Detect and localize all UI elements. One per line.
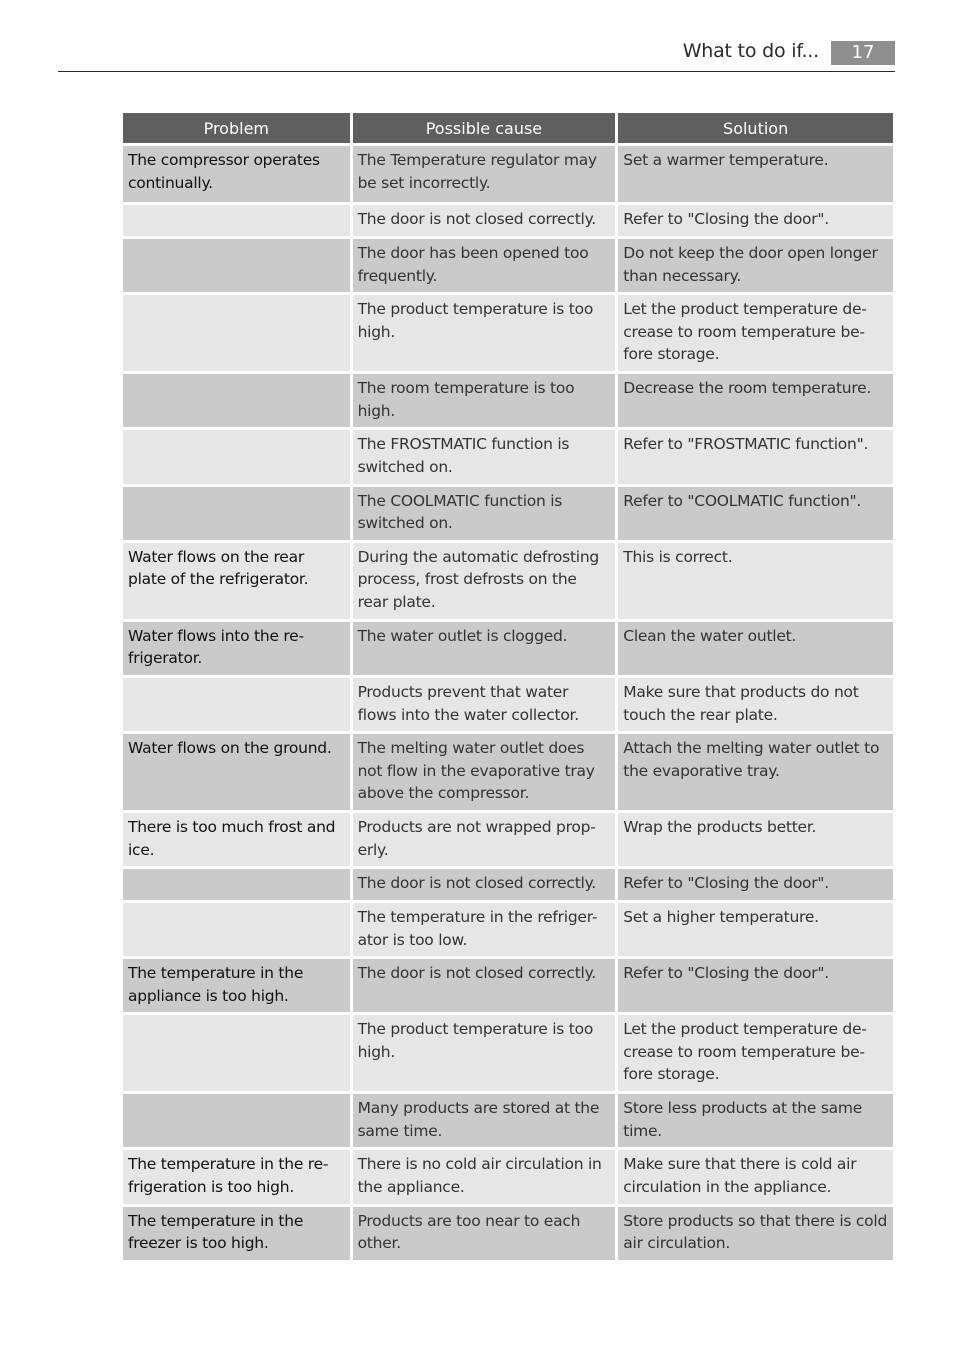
table-row [123,430,893,483]
problem-cell [123,869,350,900]
cause-cell: The door is not closed correctly. [353,205,616,236]
problem-cell [123,903,350,956]
problem-cell [123,205,350,236]
problem-cell [123,295,350,371]
cause-cell: There is no cold air circulation in the appliance. [353,1150,616,1203]
problem-cell: The temperature in the re-frigeration is too high. [123,1150,350,1203]
solution-cell: Set a warmer temperature. [618,146,893,202]
table-row [123,543,893,619]
page-number: 17 [831,41,895,65]
problem-cell: The temperature in the appliance is too high. [123,959,350,1012]
solution-cell: Let the product temperature de-crease to room temperature be-fore storage. [618,1015,893,1091]
cause-cell: The Temperature regulator may be set incorrectly. [353,146,616,202]
page-header [58,38,895,72]
problem-cell: The temperature in the freezer is too high. [123,1207,350,1260]
problem-cell [123,678,350,731]
table-row [123,374,893,427]
table-row [123,239,893,292]
table-row [123,903,893,956]
problem-cell: Water flows on the ground. [123,734,350,810]
problem-cell [123,487,350,540]
problem-cell [123,430,350,483]
table-row [123,869,893,900]
cause-cell: The water outlet is clogged. [353,622,616,675]
solution-cell: This is correct. [618,543,893,619]
table-row [123,1015,893,1091]
problem-cell: Water flows on the rear plate of the refrigerator. [123,543,350,619]
table-row [123,813,893,866]
solution-cell: Refer to "Closing the door". [618,959,893,1012]
problem-cell [123,239,350,292]
table-row [123,205,893,236]
solution-cell: Refer to "COOLMATIC function". [618,487,893,540]
solution-cell: Refer to "Closing the door". [618,205,893,236]
solution-cell: Wrap the products better. [618,813,893,866]
problem-cell [123,374,350,427]
cause-cell: The room temperature is too high. [353,374,616,427]
table-row [123,959,893,1012]
table-row [123,734,893,810]
table-header-row [123,113,893,143]
table-row [123,146,893,202]
cause-cell: The door is not closed correctly. [353,959,616,1012]
cause-cell: The product temperature is too high. [353,1015,616,1091]
solution-cell: Store products so that there is cold air circulation. [618,1207,893,1260]
cause-cell: Products prevent that water flows into the water collector. [353,678,616,731]
solution-cell: Make sure that products do not touch the rear plate. [618,678,893,731]
cause-cell: The door is not closed correctly. [353,869,616,900]
column-header-problem: Problem [123,113,350,143]
problem-cell: There is too much frost and ice. [123,813,350,866]
solution-cell: Do not keep the door open longer than necessary. [618,239,893,292]
solution-cell: Make sure that there is cold air circulation in the appliance. [618,1150,893,1203]
solution-cell: Decrease the room temperature. [618,374,893,427]
cause-cell: The temperature in the refriger-ator is too low. [353,903,616,956]
solution-cell: Store less products at the same time. [618,1094,893,1147]
column-header-solution: Solution [618,113,893,143]
cause-cell: The COOLMATIC function is switched on. [353,487,616,540]
solution-cell: Clean the water outlet. [618,622,893,675]
problem-cell: The compressor operates continually. [123,146,350,202]
solution-cell: Refer to "Closing the door". [618,869,893,900]
solution-cell: Set a higher temperature. [618,903,893,956]
troubleshooting-table [120,110,896,1263]
cause-cell: The FROSTMATIC function is switched on. [353,430,616,483]
solution-cell: Attach the melting water outlet to the evaporative tray. [618,734,893,810]
cause-cell: The door has been opened too frequently. [353,239,616,292]
cause-cell: Products are not wrapped prop-erly. [353,813,616,866]
section-title: What to do if... [682,40,819,62]
problem-cell: Water flows into the re-frigerator. [123,622,350,675]
cause-cell: During the automatic defrosting process, frost defrosts on the rear plate. [353,543,616,619]
problem-cell [123,1094,350,1147]
table-row [123,622,893,675]
table-row [123,1150,893,1203]
solution-cell: Let the product temperature de-crease to room temperature be-fore storage. [618,295,893,371]
problem-cell [123,1015,350,1091]
table-row [123,678,893,731]
table-row [123,1207,893,1260]
table-row [123,1094,893,1147]
cause-cell: Products are too near to each other. [353,1207,616,1260]
table-row [123,295,893,371]
table-row [123,487,893,540]
cause-cell: The product temperature is too high. [353,295,616,371]
cause-cell: The melting water outlet does not flow in the evaporative tray above the compressor. [353,734,616,810]
cause-cell: Many products are stored at the same time. [353,1094,616,1147]
column-header-possible-cause: Possible cause [353,113,616,143]
solution-cell: Refer to "FROSTMATIC function". [618,430,893,483]
